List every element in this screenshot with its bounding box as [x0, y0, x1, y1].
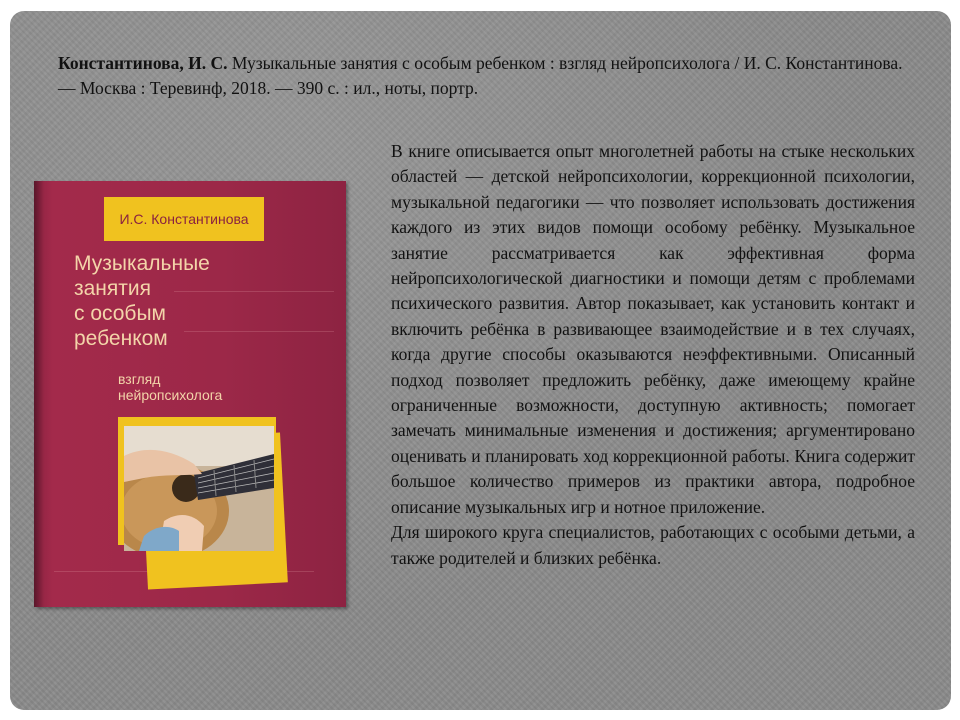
description-paragraph-1: В книге описывается опыт многолетней работы на стыке нескольких областей — детской нейропсихологии, коррекционной психологии, музыкальной педагогики — что позволяет использовать достижения каждого из этих видов помощи особому ребёнку. Музыкальное занятие рассматривается как эффективная форма нейропсихологической диагностики и помощи детям с проблемами психического развития. Автор показывает, как установить контакт и включить ребёнка в развивающее взаимодействие и в тех случаях, когда другие способы оказываются неэффективными. Описанный подход позволяет предложить ребёнку, даже имеющему крайне ограниченные возможности, доступную активность; помогает замечать минимальные изменения и достижения; аргументировано оценивать и планировать ход коррекционной работы. Книга содержит большое количество примеров из практики автора, подробное описание музыкальных игр и нотное приложение. [391, 141, 915, 517]
bibliographic-citation [58, 51, 918, 101]
guitar-illustration [124, 426, 274, 551]
book-description [391, 139, 915, 571]
book-spine-shade [34, 181, 44, 607]
book-subtitle: взгляд нейропсихолога [118, 371, 223, 403]
citation-author: Константинова, И. С. [58, 53, 228, 73]
description-paragraph-2: Для широкого круга специалистов, работающих с особыми детьми, а также родителей и близких ребёнка. [391, 522, 915, 568]
citation-details: Музыкальные занятия с особым ребенком : взгляд нейропсихолога / И. С. Константинова. — Москва : Теревинф, 2018. — 390 с. : ил., ноты, портр. [58, 53, 903, 98]
book-author-plate [104, 197, 264, 241]
book-title: Музыкальные занятия с особым ребенком [74, 252, 210, 350]
book-cover-image [34, 181, 346, 607]
slide [10, 11, 951, 710]
book-author: И.С. Константинова [119, 211, 249, 227]
guitar-photo [124, 426, 274, 551]
